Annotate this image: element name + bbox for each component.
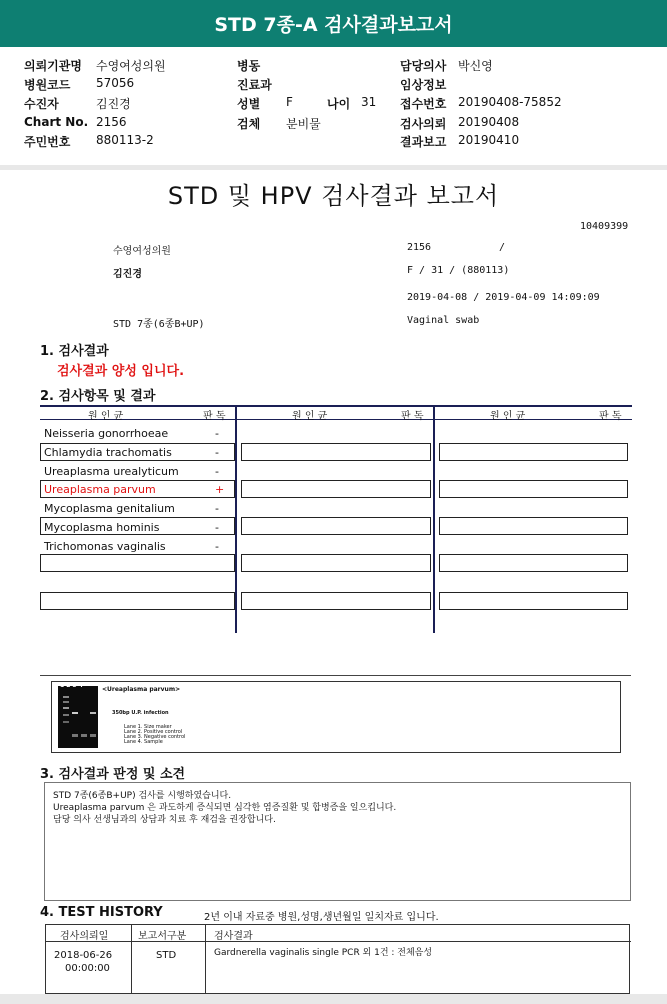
specimen-value: 분비물 [286,117,321,131]
cell-box [241,443,431,461]
col-judge-2: 판 독 [401,411,424,422]
report-patient: 김진경 [113,269,142,280]
cell-box [241,554,431,572]
report-date-value: 20190410 [458,133,520,147]
report-clinic: 수영여성의원 [113,246,171,257]
germ-result-positive: + [215,483,225,496]
rrn-label: 주민번호 [24,135,71,149]
col-judge-1: 판 독 [203,411,226,422]
patient-value: 김진경 [96,97,131,111]
germ-result: - [215,540,219,553]
report-title: STD 및 HPV 검사결과 보고서 [167,182,500,210]
receipt-value: 20190408-75852 [458,95,562,109]
gel-legend-item: Lane 2. Positive control [124,729,183,735]
cell-box [439,480,628,498]
report-document [0,170,667,994]
history-header-type: 보고서구분 [138,931,187,942]
age-label: 나이 [327,97,351,111]
req-date-value: 20190408 [458,115,520,129]
report-header [0,0,667,47]
opinion-line: 담당 의사 선생님과의 상담과 치료 후 재검을 권장합니다. [53,815,276,825]
history-time: 00:00:00 [65,963,110,974]
report-sex-age: F / 31 / (880113) [407,265,510,276]
cell-box [40,443,235,461]
history-note: 2년 이내 자료중 병원,성명,생년월일 일치자료 입니다. [204,912,439,923]
germ-result: - [215,521,219,534]
cell-box [40,480,235,498]
sex-label: 성별 [237,97,261,111]
germ-row: Mycoplasma genitalium [44,502,175,515]
ward-label: 병동 [237,59,261,73]
col-germ-2: 원 인 균 [292,411,328,422]
history-result: Gardnerella vaginalis single PCR 외 1건 : 전체음성 [214,948,433,958]
cell-box [40,592,235,610]
gel-bands-graphic [58,686,98,748]
germ-row: Ureaplasma urealyticum [44,465,179,478]
cell-box [439,592,628,610]
hospital-code-value: 57056 [96,76,135,90]
cell-box [40,517,235,535]
cell-box [241,592,431,610]
col-germ-1: 원 인 균 [88,411,124,422]
cell-box [241,517,431,535]
report-date-label: 결과보고 [400,135,447,149]
req-date-label: 검사의뢰 [400,117,447,131]
bottom-separator [0,994,667,1004]
report-chart-slash: / [499,242,506,253]
germ-row: Neisseria gonorrhoeae [44,427,169,440]
patient-info-panel [0,47,667,165]
report-dates: 2019-04-08 / 2019-04-09 14:09:09 [407,292,600,303]
gel-band-label: 350bp U.P. infection [112,710,169,716]
section4-title: 4. TEST HISTORY [40,905,163,920]
germ-row: Trichomonas vaginalis [44,540,166,553]
report-header-title: STD 7종-A 검사결과보고서 [214,14,453,36]
table-divider-1 [235,405,237,633]
report-test-name: STD 7종(6종B+UP) [113,319,205,330]
cell-box [439,443,628,461]
section1-title: 1. 검사결과 [40,344,109,359]
divider-line [40,675,631,676]
gel-title: <Ureaplasma parvum> [102,686,181,693]
gel-legend-item: Lane 4. Sample [124,739,163,745]
germ-row: Mycoplasma hominis [44,521,160,534]
patient-label: 수진자 [24,97,59,111]
history-date: 2018-06-26 [54,950,113,961]
germ-result: - [215,446,219,459]
institution-value: 수영여성의원 [96,59,166,73]
history-header-date: 검사의뢰일 [60,931,109,942]
germ-row-positive: Ureaplasma parvum [44,483,156,496]
opinion-line: Ureaplasma parvum 은 과도하게 증식되면 심각한 염증질환 및 합병증을 일으킵니다. [53,803,397,813]
cell-box [241,480,431,498]
cell-box [40,554,235,572]
chart-value: 2156 [96,115,127,129]
history-header-row [46,925,631,942]
history-header-result: 검사결과 [214,931,253,942]
germ-result: - [215,427,219,440]
history-type: STD [156,950,177,961]
report-chart: 2156 [407,242,432,253]
dept-label: 진료과 [237,78,272,92]
section3-title: 3. 검사결과 판정 및 소견 [40,767,186,782]
gel-figure [51,681,621,753]
hospital-code-label: 병원코드 [24,78,71,92]
gel-legend-item: Lane 3. Negative control [124,734,186,740]
receipt-label: 접수번호 [400,97,447,111]
clinical-label: 임상정보 [400,78,447,92]
document-number: 10409399 [580,221,629,232]
institution-label: 의뢰기관명 [24,59,82,73]
cell-box [439,554,628,572]
age-value: 31 [361,95,377,109]
table-header-3 [435,405,632,420]
table-divider-2 [433,405,435,633]
germ-result: - [215,502,219,515]
table-header-2 [237,405,433,420]
gel-lane-numbers: 1 2 3 4 [60,682,83,689]
report-specimen: Vaginal swab [407,315,480,326]
positive-result: 검사결과 양성 입니다. [57,364,185,379]
germ-row: Chlamydia trachomatis [44,446,172,459]
gel-electrophoresis-image [58,686,98,748]
chart-label: Chart No. [24,115,89,129]
doctor-value: 박신영 [458,59,493,73]
history-table [45,924,630,994]
col-germ-3: 원 인 균 [490,411,526,422]
doctor-label: 담당의사 [400,59,447,73]
specimen-label: 검체 [237,117,261,131]
section2-title: 2. 검사항목 및 결과 [40,389,156,404]
sex-value: F [286,95,293,109]
rrn-value: 880113-2 [96,133,154,147]
col-judge-3: 판 독 [599,411,622,422]
germ-result: - [215,465,219,478]
cell-box [439,517,628,535]
opinion-box [44,782,631,901]
opinion-line: STD 7종(6종B+UP) 검사를 시행하였습니다. [53,791,232,801]
table-header-1 [40,405,235,420]
gel-legend-item: Lane 1. Size maker [124,724,172,730]
